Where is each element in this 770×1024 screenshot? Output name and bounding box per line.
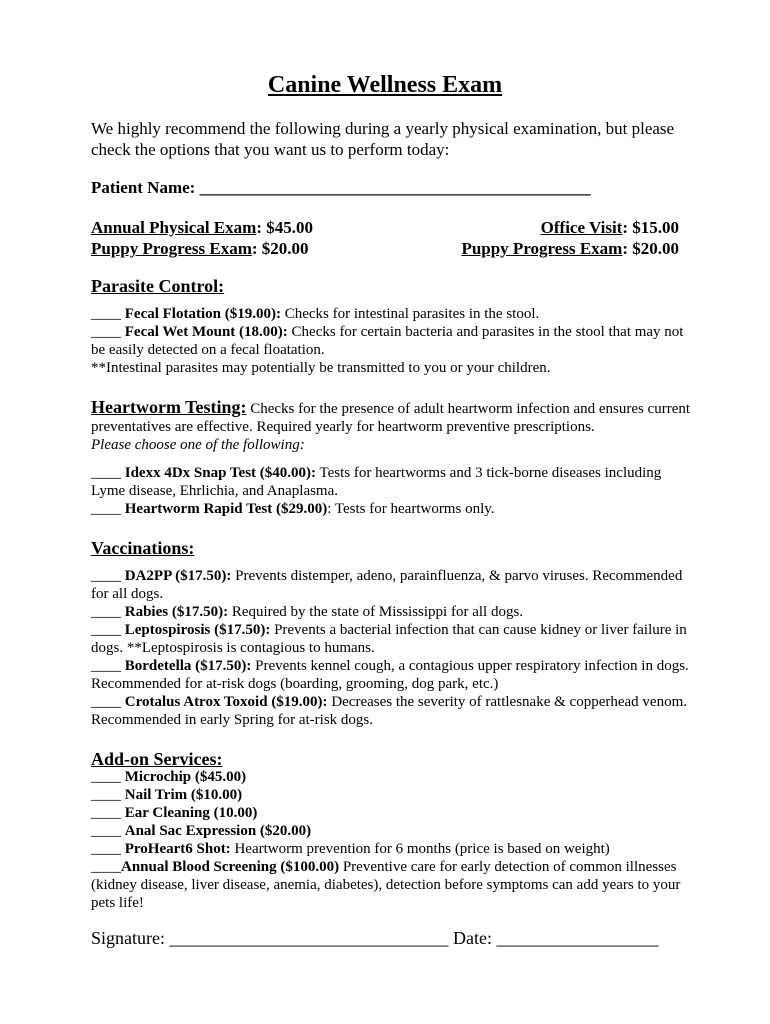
heartworm-heading: Heartworm Testing: xyxy=(91,397,247,417)
puppy-exam: Puppy Progress Exam: $20.00 xyxy=(91,239,309,258)
puppy-exam-2: Puppy Progress Exam: $20.00 xyxy=(461,239,679,258)
vaccinations-heading: Vaccinations: xyxy=(91,538,195,558)
addons-section xyxy=(91,750,691,912)
heartworm-desc: Checks for the presence of adult heartworm infection and ensures current preventatives are effective. Required yearly for heartworm preventive prescriptions. xyxy=(91,401,691,435)
signature-line[interactable]: _______________________________ xyxy=(169,928,449,948)
list-item[interactable]: ____ Anal Sac Expression ($20.00) xyxy=(91,823,312,839)
office-visit: Office Visit: $15.00 xyxy=(540,218,679,237)
list-item[interactable]: ____ Microchip ($45.00) xyxy=(91,769,247,785)
exam-row-2 xyxy=(91,239,679,259)
list-item[interactable]: ____ Ear Cleaning (10.00) xyxy=(91,805,258,821)
date-line[interactable]: __________________ xyxy=(496,928,659,948)
heartworm-section xyxy=(91,398,691,518)
addons-heading: Add-on Services: xyxy=(91,749,223,769)
list-item[interactable]: ____ Rabies ($17.50): Required by the state of Mississippi for all dogs. xyxy=(91,604,524,620)
exam-row-1 xyxy=(91,218,679,238)
list-item[interactable]: ____ DA2PP ($17.50): Prevents distemper, adeno, parainfluenza, & parvo viruses. Recommended for all dogs. xyxy=(91,568,683,602)
list-item[interactable]: ____ Nail Trim ($10.00) xyxy=(91,787,243,803)
heartworm-choose: Please choose one of the following: xyxy=(91,437,305,453)
list-item[interactable]: ____ Crotalus Atrox Toxoid ($19.00): Decreases the severity of rattlesnake & copperhead venom. Recommended in early Spring for at-risk dogs. xyxy=(91,694,687,728)
list-item[interactable]: ____ Fecal Flotation ($19.00): Checks for intestinal parasites in the stool. xyxy=(91,306,540,322)
date-label: Date: xyxy=(448,928,497,948)
list-item[interactable]: ____ Fecal Wet Mount (18.00): Checks for certain bacteria and parasites in the stool that may not be easily detected on a fecal floatation. xyxy=(91,324,684,358)
annual-exam: Annual Physical Exam: $45.00 xyxy=(91,218,313,237)
patient-name-field[interactable] xyxy=(91,178,591,198)
parasite-heading: Parasite Control: xyxy=(91,276,225,296)
page-title: Canine Wellness Exam xyxy=(267,72,503,98)
list-item[interactable]: ____ Heartworm Rapid Test ($29.00): Tests for heartworms only. xyxy=(91,501,495,517)
list-item[interactable]: ____Annual Blood Screening ($100.00) Preventive care for early detection of common illnesses (kidney disease, liver disease, anemia, diabetes), detection before symptoms can add years to your pets life! xyxy=(91,859,681,911)
parasite-note: **Intestinal parasites may potentially be transmitted to you or your children. xyxy=(91,360,551,376)
patient-name-line[interactable]: ______________________________________________ xyxy=(199,178,591,197)
intro-text: We highly recommend the following during a yearly physical examination, but please check the options that you want us to perform today: xyxy=(91,119,675,159)
list-item[interactable]: ____ Idexx 4Dx Snap Test ($40.00): Tests for heartworms and 3 tick-borne diseases including Lyme disease, Ehrlichia, and Anaplasma. xyxy=(91,465,662,499)
signature-row xyxy=(91,928,658,949)
list-item[interactable]: ____ Bordetella ($17.50): Prevents kennel cough, a contagious upper respiratory infection in dogs. Recommended for at-risk dogs (boarding, grooming, dog park, etc.) xyxy=(91,658,689,692)
parasite-section xyxy=(91,277,691,377)
signature-label: Signature: xyxy=(91,928,170,948)
patient-name-label: Patient Name: xyxy=(91,178,196,197)
list-item[interactable]: ____ ProHeart6 Shot: Heartworm prevention for 6 months (price is based on weight) xyxy=(91,841,610,857)
vaccinations-section xyxy=(91,539,691,729)
list-item[interactable]: ____ Leptospirosis ($17.50): Prevents a bacterial infection that can cause kidney or liver failure in dogs. **Leptospirosis is contagious to humans. xyxy=(91,622,687,656)
